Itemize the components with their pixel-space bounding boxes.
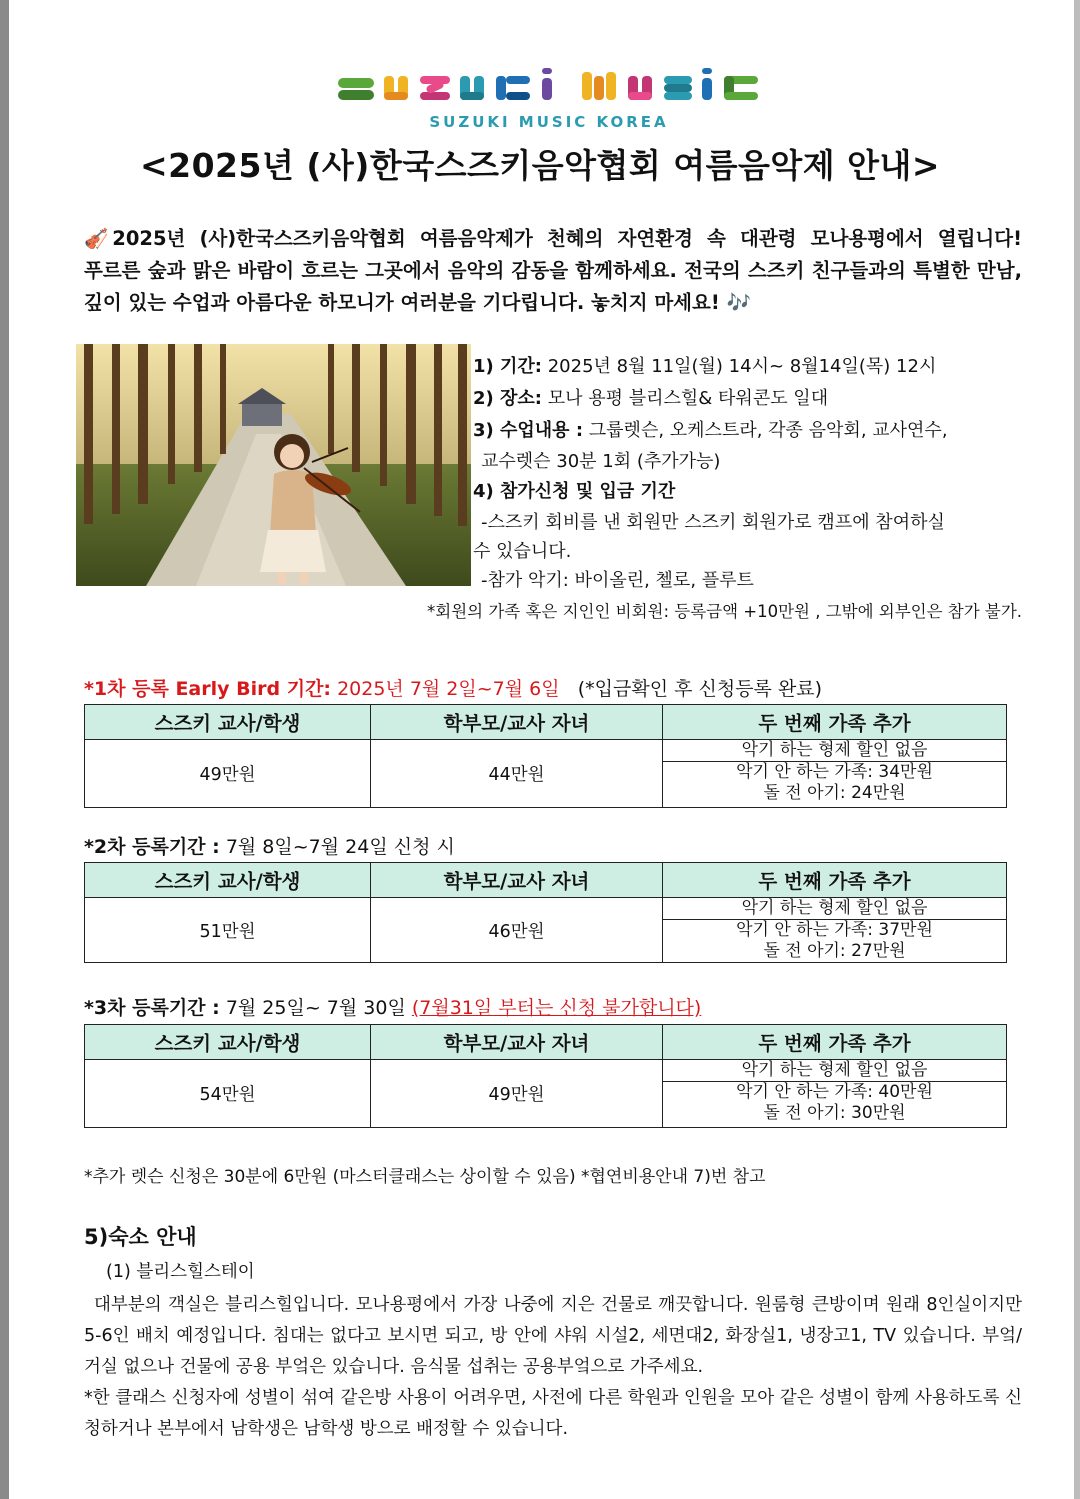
page-edge-left [0, 0, 9, 1499]
lodging-heading: 5)숙소 안내 [84, 1225, 197, 1249]
header-student: 스즈키 교사/학생 [85, 705, 371, 740]
suzuki-music-logo [336, 66, 762, 106]
fee-table-round3 [84, 1024, 1007, 1128]
header-family: 두 번째 가족 추가 [663, 863, 1007, 898]
intro-paragraph [84, 223, 1022, 319]
fee-table-round2 [84, 862, 1007, 963]
intro-text: 2025년 (사)한국스즈키음악협회 여름음악제가 천혜의 자연환경 속 대관령 모나용평에서 열립니다! 푸르른 숲과 맑은 바람이 흐르는 그곳에서 음악의 감동을 함께하세요. 전국의 스즈키 친구들과의 특별한 만남, 깊이 있는 수업과 아름다운 하모니가 여러분을 기다립니다. 놓치지 마세요! [84, 227, 1022, 314]
header-parent: 학부모/교사 자녀 [371, 1025, 663, 1060]
info-period: 1) 기간: 2025년 8월 11일(월) 14시~ 8월14일(목) 12시 [473, 356, 937, 377]
header-parent: 학부모/교사 자녀 [371, 705, 663, 740]
event-info [473, 351, 1022, 595]
info-class: 3) 수업내용 : 그룹렛슨, 오케스트라, 각종 음악회, 교사연수, [473, 420, 948, 441]
price-student: 54만원 [85, 1060, 371, 1128]
family-prices: 악기 하는 형제 할인 없음 악기 안 하는 가족: 34만원 돌 전 아기: 24만원 [663, 740, 1007, 808]
girl-violin-forest-photo [76, 344, 471, 586]
header-student: 스즈키 교사/학생 [85, 1025, 371, 1060]
info-apply-line3: -참가 악기: 바이올린, 첼로, 플루트 [481, 570, 754, 591]
header-family: 두 번째 가족 추가 [663, 705, 1007, 740]
lodging-subheading: (1) 블리스힐스테이 [106, 1262, 255, 1282]
price-parent: 44만원 [371, 740, 663, 808]
info-apply-label: 4) 참가신청 및 입금 기간 [473, 481, 676, 502]
round1-heading: *1차 등록 Early Bird 기간: 2025년 7월 2일~7월 6일 (*입금확인 후 신청등록 완료) [84, 678, 823, 700]
round3-heading: *3차 등록기간 : 7월 25일~ 7월 30일 (7월31일 부터는 신청 불가합니다) [84, 997, 702, 1019]
logo-subtitle: SUZUKI MUSIC KOREA [429, 113, 669, 131]
info-place: 2) 장소: 모나 용평 블리스힐& 타워콘도 일대 [473, 388, 829, 409]
member-family-note: *회원의 가족 혹은 지인인 비회원: 등록금액 +10만원 , 그밖에 외부인은 참가 불가. [427, 602, 1022, 621]
extra-lesson-note: *추가 렛슨 신청은 30분에 6만원 (마스터클래스는 상이할 수 있음) *협연비용안내 7)번 참고 [84, 1167, 766, 1187]
page-title: <2025년 (사)한국스즈키음악협회 여름음악제 안내> [139, 146, 941, 185]
family-prices: 악기 하는 형제 할인 없음 악기 안 하는 가족: 37만원 돌 전 아기: 27만원 [663, 898, 1007, 963]
price-parent: 46만원 [371, 898, 663, 963]
header-student: 스즈키 교사/학생 [85, 863, 371, 898]
fee-table-round1 [84, 704, 1007, 808]
price-parent: 49만원 [371, 1060, 663, 1128]
price-student: 51만원 [85, 898, 371, 963]
family-prices: 악기 하는 형제 할인 없음 악기 안 하는 가족: 40만원 돌 전 아기: 30만원 [663, 1060, 1007, 1128]
info-apply-line2: 수 있습니다. [473, 541, 572, 562]
violin-icon: 🎻 [84, 227, 109, 250]
lodging-para1: 대부분의 객실은 블리스힐입니다. 모나용평에서 가장 나중에 지은 건물로 깨끗합니다. 원룸형 큰방이며 원래 8인실이지만 5-6인 배치 예정입니다. 침대는 없다고 보시면 되고, 방 안에 샤워 시설2, 세면대2, 화장실1, 냉장고1, TV 있습니다. 부엌/거실 없으나 건물에 공용 부엌은 있습니다. 음식물 섭취는 공용부엌으로 가주세요. [84, 1295, 1022, 1377]
info-class-cont: 교수렛슨 30분 1회 (추가가능) [481, 451, 721, 472]
info-apply-line1: -스즈키 회비를 낸 회원만 스즈키 회원가로 캠프에 참여하실 [481, 512, 945, 533]
page-edge-right [1074, 0, 1080, 1499]
price-student: 49만원 [85, 740, 371, 808]
round2-heading: *2차 등록기간 : 7월 8일~7월 24일 신청 시 [84, 836, 455, 858]
header-parent: 학부모/교사 자녀 [371, 863, 663, 898]
header-family: 두 번째 가족 추가 [663, 1025, 1007, 1060]
lodging-description [84, 1290, 1022, 1445]
lodging-para2: *한 클래스 신청자에 성별이 섞여 같은방 사용이 어려우면, 사전에 다른 학원과 인원을 모아 같은 성별이 함께 사용하도록 신청하거나 본부에서 남학생은 남학생 방으로 배정할 수 있습니다. [84, 1388, 1022, 1439]
music-notes-icon: 🎶 [726, 291, 751, 314]
